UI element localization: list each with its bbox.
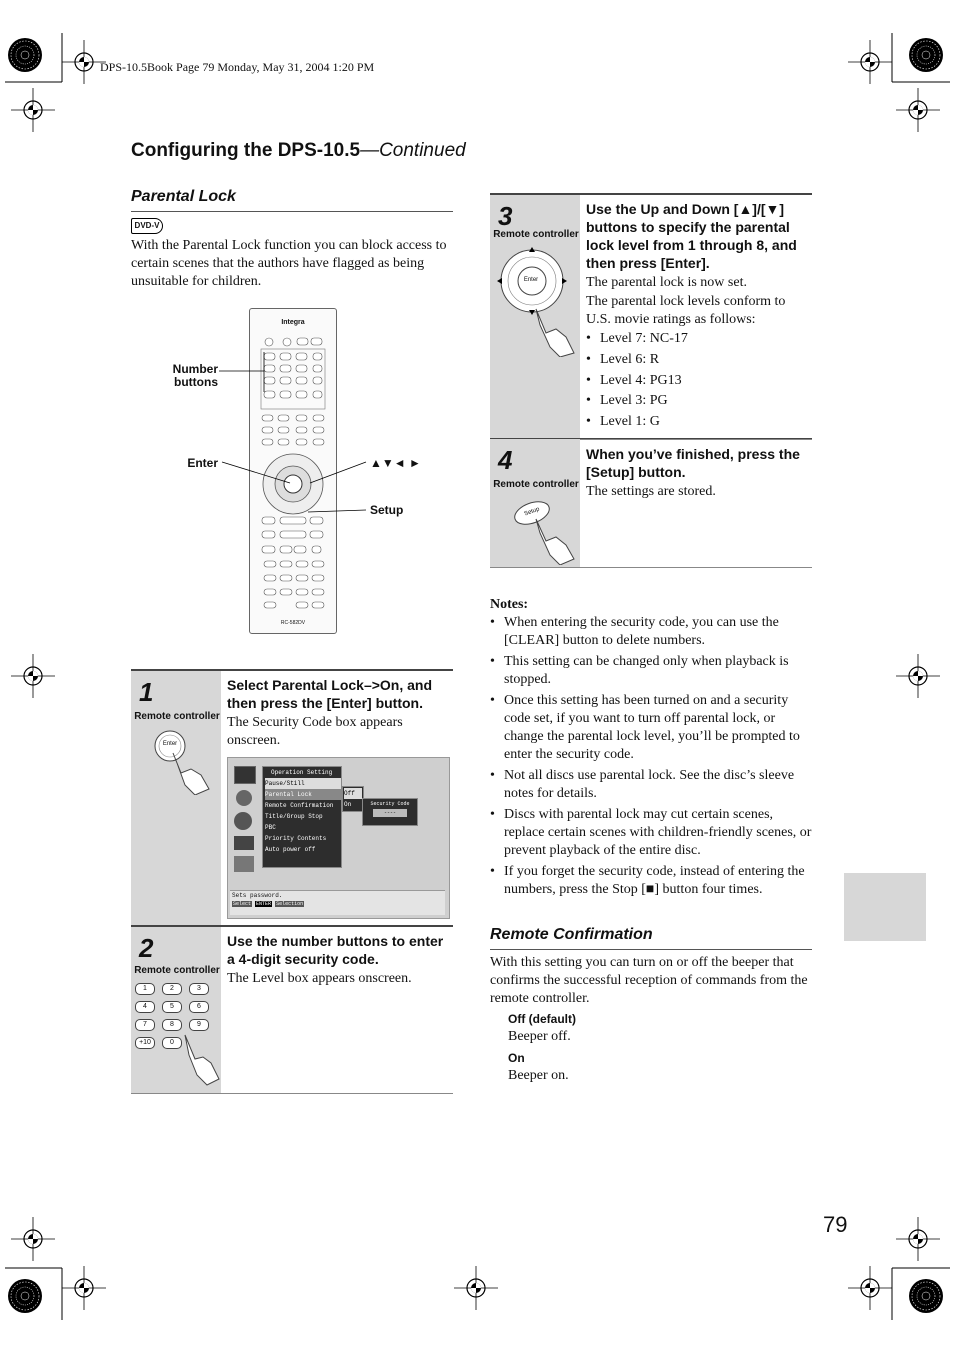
page-number: 79	[823, 1212, 848, 1237]
print-header: DPS-10.5Book Page 79 Monday, May 31, 2004 1:20 PM	[100, 60, 375, 74]
osd-security-code-box	[362, 798, 418, 826]
osd-option-on[interactable]: On	[344, 801, 352, 808]
page-title-suffix: —Continued	[360, 140, 466, 161]
step-2-hand-icon	[181, 1031, 223, 1087]
step-2-remote-label: Remote controller	[134, 965, 220, 976]
osd-option-off[interactable]: Off	[344, 788, 362, 799]
page-title-main: Configuring the DPS-10.5	[131, 140, 361, 161]
parental-lock-intro: With the Parental Lock function you can block access to certain scenes that the authors have flagged as being unsuitable for children.	[131, 238, 447, 289]
osd-screen	[227, 757, 450, 919]
osd-status-text: Sets password.	[232, 892, 283, 899]
step-1	[131, 669, 453, 926]
osd-tv-icon	[234, 766, 256, 784]
step-4-heading: When you’ve finished, press the [Setup] button.	[586, 446, 800, 480]
key-8[interactable]: 8	[162, 1019, 182, 1031]
remote-confirmation-heading: Remote Confirmation	[490, 926, 653, 943]
section-rule	[490, 949, 812, 950]
osd-menu-items	[263, 778, 341, 855]
label-arrows: ▲▼◄ ►	[370, 456, 421, 470]
note-item: • Once this setting has been turned on and a security code set, if you want to turn off parental lock, or change the parental lock level, you’ll be prompted to enter the security code.	[490, 692, 812, 764]
option-off-desc: Beeper off.	[508, 1029, 571, 1044]
option-off-label: Off (default)	[508, 1012, 576, 1026]
chapter-tab	[844, 873, 926, 941]
step-1-remote-label: Remote controller	[134, 711, 220, 722]
step-3	[490, 193, 812, 440]
osd-status-bar	[230, 890, 445, 915]
step-3-navpad-hand-icon	[494, 247, 578, 357]
step-1-sidebar	[131, 671, 221, 925]
osd-item-remote-confirmation[interactable]: Remote Confirmation	[265, 802, 334, 809]
rating-level-item: • Level 4: PG13	[586, 371, 812, 392]
osd-item-pbc[interactable]: PBC	[265, 824, 276, 831]
rating-level-item: • Level 3: PG	[586, 391, 812, 412]
osd-footer-select: Select	[233, 901, 252, 907]
note-item: • Not all discs use parental lock. See the disc’s sleeve notes for details.	[490, 767, 812, 803]
step-1-number: 1	[139, 677, 154, 707]
step-3-number: 3	[498, 201, 513, 231]
key-plus10[interactable]: +10	[135, 1037, 155, 1049]
key-2[interactable]: 2	[162, 983, 182, 995]
osd-item-parental-lock[interactable]: Parental Lock	[265, 789, 341, 800]
osd-item-title-group-stop[interactable]: Title/Group Stop	[265, 813, 323, 820]
osd-hand-icon	[234, 856, 254, 872]
dvd-v-badge: DVD-V	[131, 218, 163, 234]
key-3[interactable]: 3	[189, 983, 209, 995]
osd-item-pause-still[interactable]: Pause/Still	[265, 778, 341, 789]
osd-menu-title: Operation Setting	[271, 769, 333, 776]
step-1-enter-hand-icon	[151, 729, 213, 795]
step-1-enter-key: Enter	[162, 741, 178, 747]
step-2	[131, 925, 453, 1094]
osd-item-priority-contents[interactable]: Priority Contents	[265, 835, 327, 842]
step-2-text: The Level box appears onscreen.	[227, 971, 412, 986]
option-on-desc: Beeper on.	[508, 1068, 569, 1083]
rating-level-item: • Level 6: R	[586, 350, 812, 371]
note-item: • When entering the security code, you can use the [CLEAR] button to delete numbers.	[490, 614, 812, 650]
osd-footer-enter: ENTER	[256, 901, 272, 907]
remote-confirmation-intro: With this setting you can turn on or off the beeper that confirms the successful reception of commands from the remote controller.	[490, 955, 808, 1006]
step-3-enter-key: Enter	[523, 277, 539, 283]
key-1[interactable]: 1	[135, 983, 155, 995]
osd-globe-icon	[234, 812, 252, 830]
key-0[interactable]: 0	[162, 1037, 182, 1049]
rating-level-item: • Level 7: NC-17	[586, 329, 812, 350]
step-4-remote-label: Remote controller	[493, 479, 579, 490]
key-4[interactable]: 4	[135, 1001, 155, 1013]
osd-item-auto-power-off[interactable]: Auto power off	[265, 846, 316, 853]
step-1-heading: Select Parental Lock–>On, and then press the [Enter] button.	[227, 677, 433, 711]
remote-model: RC-582DV	[280, 620, 306, 626]
step-3-text-2: The parental lock levels conform to U.S. movie ratings as follows:	[586, 294, 786, 327]
label-number-buttons: Number buttons	[172, 362, 218, 389]
notes-list	[490, 614, 812, 899]
note-item: • If you forget the security code, instead of entering the numbers, press the Stop [■] button four times.	[490, 863, 812, 899]
notes-heading: Notes:	[490, 597, 529, 612]
step-1-text: The Security Code box appears onscreen.	[227, 715, 403, 748]
key-9[interactable]: 9	[189, 1019, 209, 1031]
step-3-remote-label: Remote controller	[493, 229, 579, 240]
osd-security-code-label: Security Code	[370, 801, 410, 807]
step-4-text: The settings are stored.	[586, 484, 716, 499]
osd-brand-icon	[234, 836, 254, 850]
osd-footer-selection: Selection	[276, 901, 304, 907]
osd-icon-column	[234, 766, 256, 874]
osd-menu	[262, 766, 342, 868]
step-4-number: 4	[498, 445, 513, 475]
key-7[interactable]: 7	[135, 1019, 155, 1031]
step-4-setup-key: Setup	[523, 506, 541, 518]
label-enter: Enter	[187, 456, 218, 470]
parental-lock-heading: Parental Lock	[131, 188, 236, 205]
step-4	[490, 438, 812, 568]
remote-brand: Integra	[281, 319, 305, 326]
step-3-text-1: The parental lock is now set.	[586, 275, 747, 290]
osd-speaker-icon	[236, 790, 252, 806]
rating-level-item: • Level 1: G	[586, 412, 812, 433]
step-2-heading: Use the number buttons to enter a 4-digit security code.	[227, 933, 444, 967]
option-on-label: On	[508, 1051, 525, 1065]
osd-footer	[230, 900, 445, 908]
osd-security-code-input[interactable]: ----	[373, 809, 407, 817]
rating-levels-list	[586, 329, 812, 433]
step-3-heading: Use the Up and Down [▲]/[▼] buttons to specify the parental lock level from 1 through 8, and then press [Enter].	[586, 201, 797, 271]
note-item: • Discs with parental lock may cut certain scenes, replace certain scenes with children-friendly scenes, or prevent playback of the entire disc.	[490, 806, 812, 860]
key-6[interactable]: 6	[189, 1001, 209, 1013]
label-setup: Setup	[370, 503, 404, 517]
key-5[interactable]: 5	[162, 1001, 182, 1013]
step-2-number: 2	[139, 933, 154, 963]
note-item: • This setting can be changed only when playback is stopped.	[490, 653, 812, 689]
osd-options	[342, 786, 364, 812]
